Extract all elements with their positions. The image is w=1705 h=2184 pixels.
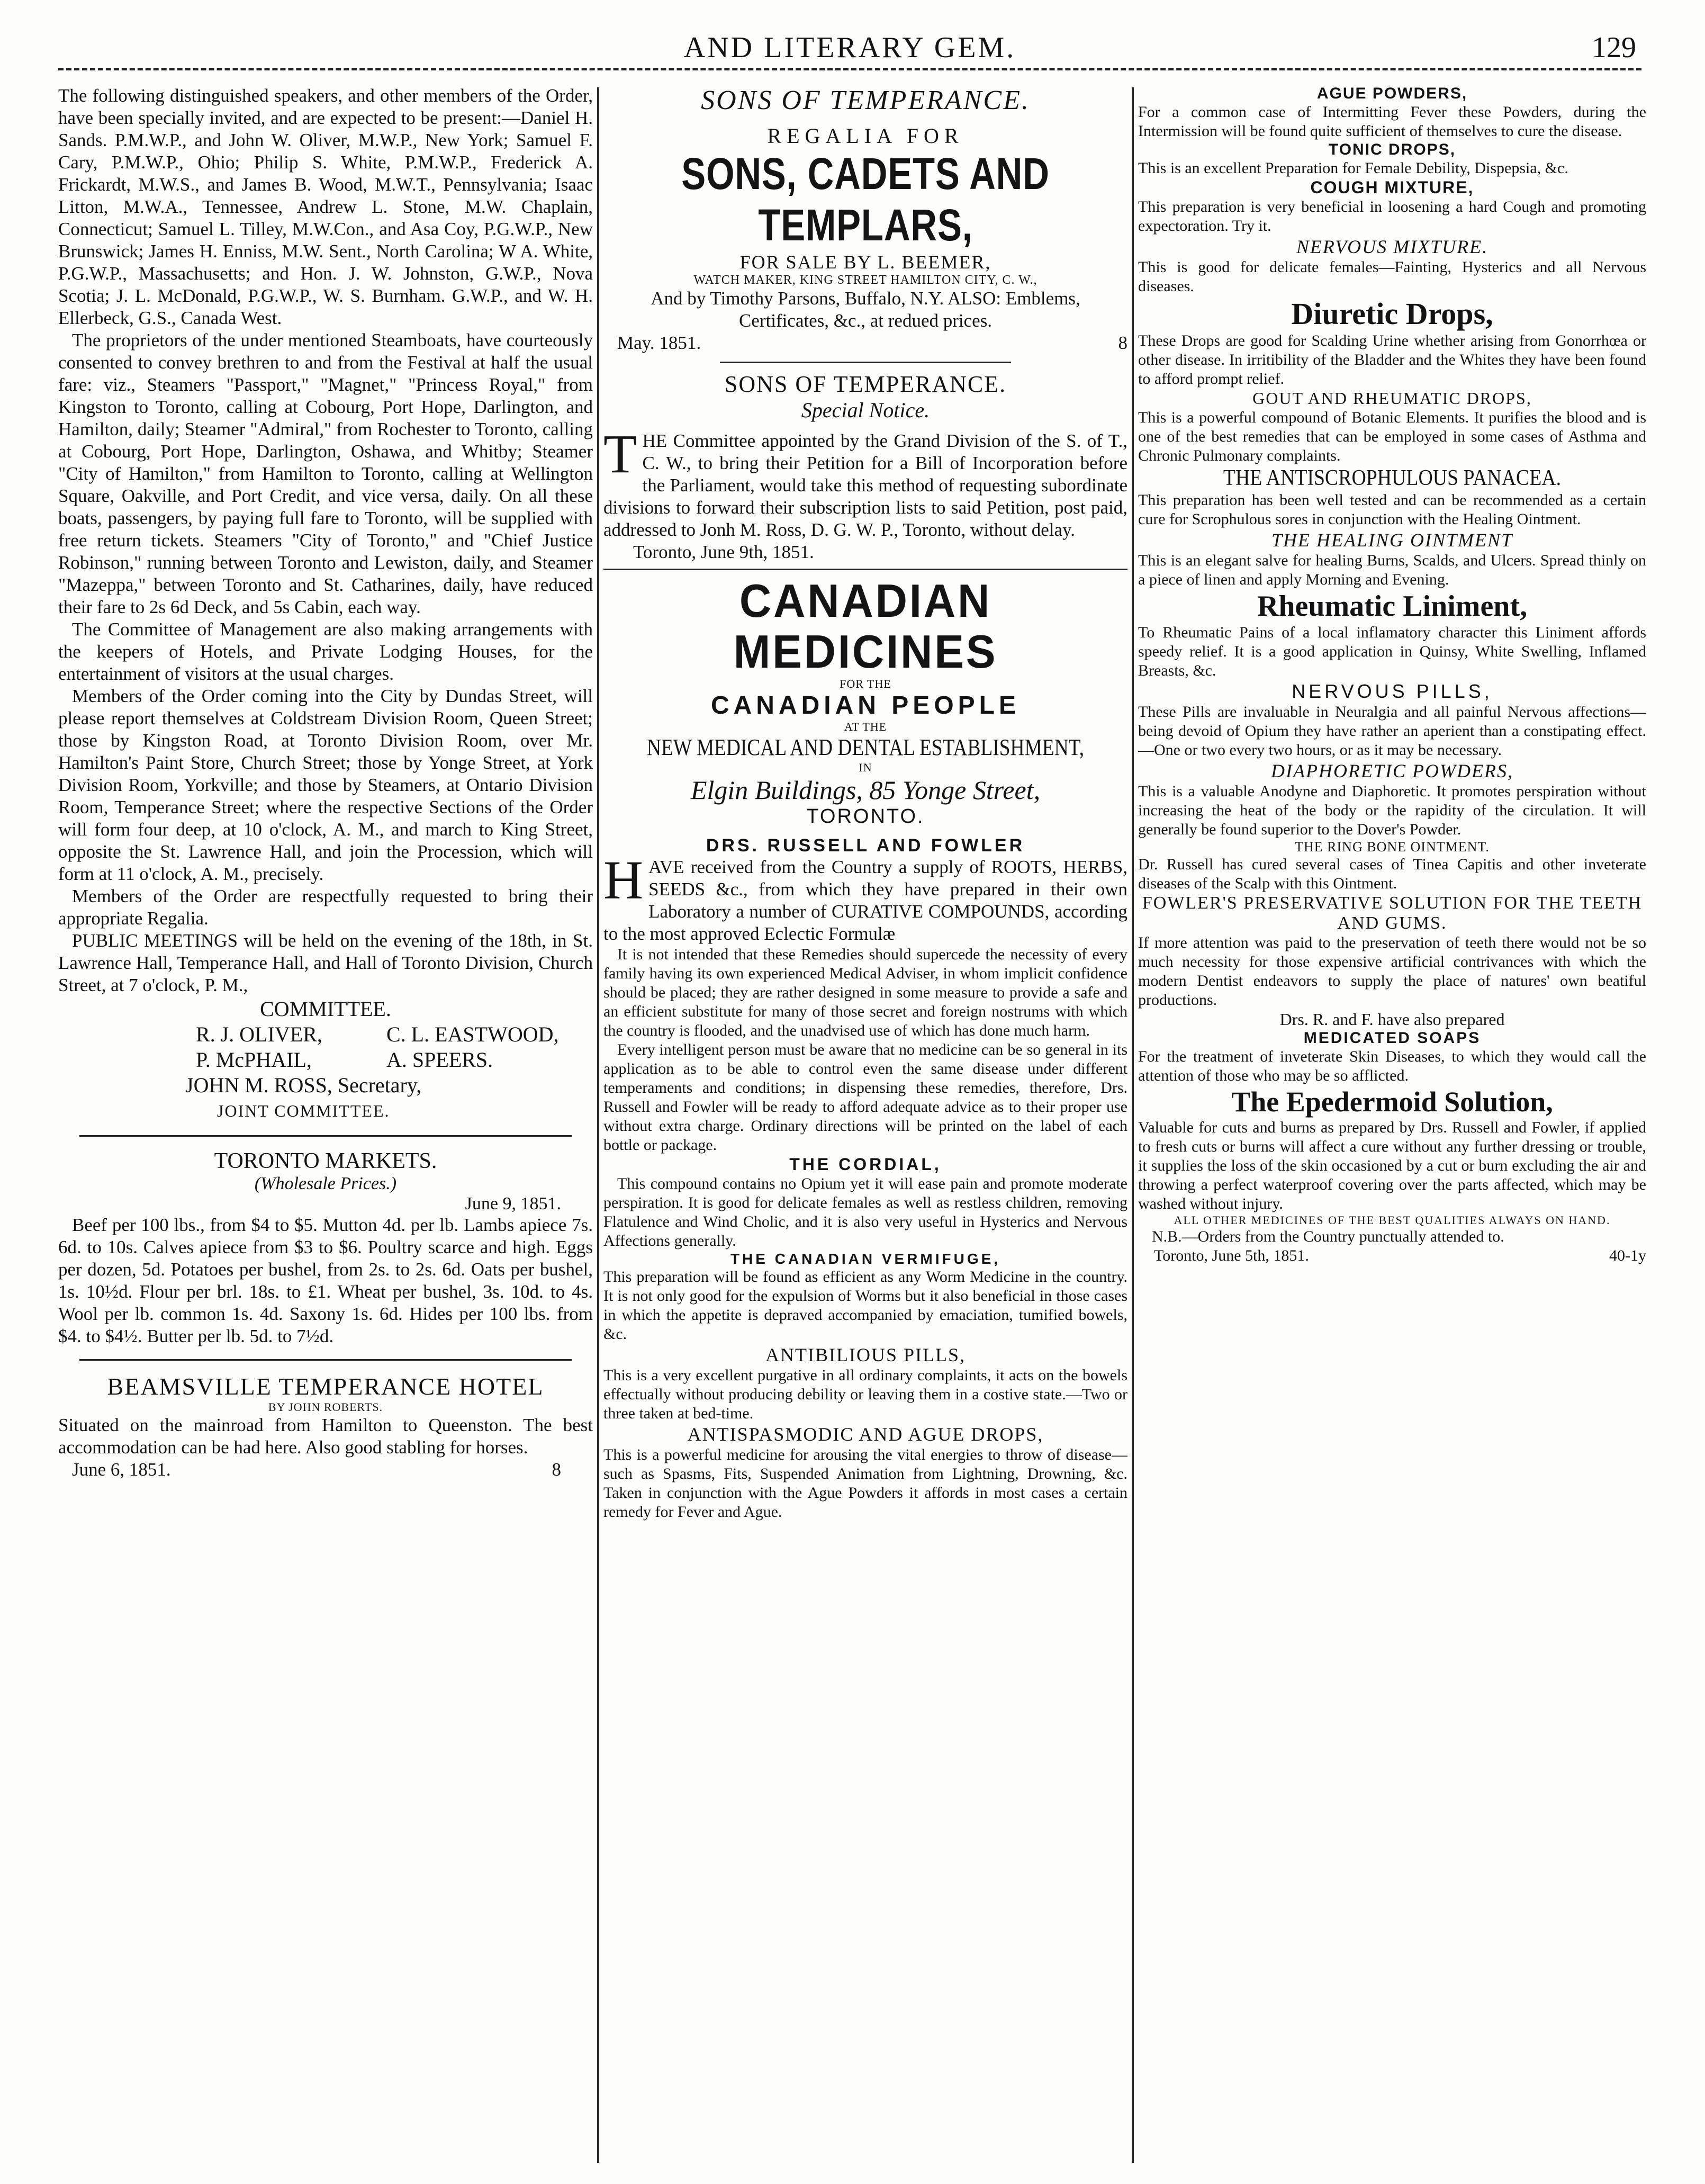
divider [603,569,1127,570]
tonic-text: This is an excellent Preparation for Female Debility, Dispepsia, &c. [1138,159,1568,177]
public-meetings-paragraph: PUBLIC MEETINGS will be held on the evening of the 18th, in St. Lawrence Hall, Temperance Hall, and Hall of Toronto Division, Church Street, at 7 o'clock, P. M., [58,930,593,995]
fowler-text: If more attention was paid to the preservation of teeth there would not be so much necessity for those expensive artificial contrivances with which the modern Dentist endeavors to supply the place of natures' own beatiful productions. [1138,934,1646,1009]
have-text: AVE received from the Country a supply of ROOTS, HERBS, SEEDS &c., from which they have prepared in their own Laboratory a number of CURATIVE COMPOUNDS, according to the most approved Eclectic Formulæ [603,857,1127,944]
also-prepared: Drs. R. and F. have also prepared [1279,1010,1505,1029]
sons-title-2: SONS OF TEMPERANCE. [724,371,1007,397]
regalia-heading: SONS, CADETS AND TEMPLARS, [681,149,1050,250]
canadian-medicines-heading: CANADIAN MEDICINES [733,574,998,678]
healing-ointment-text: This is an elegant salve for healing Burns, Scalds, and Ulcers. Spread thinly on a piece of linen and apply Morning and Evening. [1138,552,1646,588]
page-header [58,26,1641,70]
speakers-paragraph: The following distinguished speakers, and other members of the Order, have been specially invited, and are expected to be present:—Daniel H. Sands. P.M.W.P., and John W. Oliver, M.W.P., New York; Samuel F. Cary, P.M.W.P., Ohio; Philip S. White, P.M.W.P., Frederick A. Frickardt, M.W.S., and James B. Wood, M.W.T., Pennsylvania; Isaac Litton, M.W.A., Tennessee, Andrew L. Stone, M.W. Chaplain, Connecticut; Samuel L. Tilley, M.W.Con., and Asa Coy, P.G.W.P., New Brunswick; James H. Enniss, M.W. Sent., North Carolina; W A. White, P.G.W.P., Massachusetts; and Hon. J. W. Johnston, G.W.P., Nova Scotia; J. L. McDonald, P.G.W.P., W. S. Burnham. G.W.P., and W. H. Ellerbeck, G.S., Canada West. [58,85,593,328]
divider [79,1135,572,1137]
committee-name: C. L. EASTWOOD, [386,1022,559,1046]
ring-bone-heading: THE RING BONE OINTMENT. [1295,839,1490,855]
nervous-mixture-text: This is good for delicate females—Fainting, Hysterics and all Nervous diseases. [1138,258,1646,295]
joint-committee: JOINT COMMITTEE. [217,1101,390,1120]
ague-text: For a common case of Intermitting Fever these Powders, during the Intermission will be found quite sufficient of themselves to cure the disease. [1138,103,1646,140]
gout-heading: GOUT AND RHEUMATIC DROPS, [1252,389,1532,408]
regalia-paragraph: Members of the Order are respectfully requested to bring their appropriate Regalia. [58,886,593,929]
cordial-heading: THE CORDIAL, [789,1155,942,1174]
markets-subtitle: (Wholesale Prices.) [254,1174,397,1193]
epedermoid-text: Valuable for cuts and burns as prepared by Drs. Russell and Fowler, if applied to fresh cuts or burns will affect a cure without any further dressing or trouble, it supplies the loss of the skin occasioned by a cut or burn excluding the air and throwing a perfect waterproof covering over the parts affected, which may be washed without injury. [1138,1119,1646,1212]
antibilious-text: This is a very excellent purgative in all ordinary complaints, it acts on the bowels effectually without producing debility or leaving them in a costive state.—Two or three taken at bed-time. [603,1367,1127,1422]
hotel-date: June 6, 1851. [72,1459,171,1480]
nervous-mixture-heading: NERVOUS MIXTURE. [1296,236,1489,257]
may-footer [603,332,1127,354]
may-number: 8 [1118,332,1127,353]
secretary-line: JOHN M. ROSS, Secretary, [185,1073,422,1097]
hotel-title: BEAMSVILLE TEMPERANCE HOTEL [107,1373,544,1400]
committee-row [58,1047,593,1073]
epedermoid-heading: The Epedermoid Solution, [1231,1086,1553,1118]
notice-text: HE Committee appointed by the Grand Division of the S. of T., C. W., to bring their Petition for a Bill of Incorporation before the Parliament, would take this method of requesting subordinate divisions to forward their subscription lists to said Petition, post paid, addressed to Jonh M. Ross, D. G. W. P., Toronto, without delay. [603,430,1127,540]
healing-ointment-heading: THE HEALING OINTMENT [1271,529,1513,551]
for-sale-line: FOR SALE BY L. BEEMER, [739,251,991,273]
cough-text: This preparation is very beneficial in loosening a hard Cough and promoting expectoration. Try it. [1138,198,1646,235]
column-rule [597,87,599,2163]
column-right [1138,85,1646,2173]
steamboats-paragraph: The proprietors of the under mentioned Steamboats, have courteously consented to convey brethren to and from the Festival at half the usual fare: viz., Steamers "Passport," "Magnet," "Princess Royal," from Kingston to Toronto, calling at Cobourg, Port Hope, Darlington, and Hamilton, daily; Steamer "Admiral," from Rochester to Toronto, calling at Cobourg, Port Hope, Darlington, Oshawa, and Whitby; Steamer "City of Hamilton," from Hamilton to Toronto, calling at Wellington Square, Oakville, and Port Credit, and vice versa, daily. On all these boats, passengers, by paying full fare to Toronto, will be supplied with free return tickets. Steamers "City of Toronto," and "Chief Justice Robinson," running between Toronto and Lewiston, daily, and Steamer "Mazeppa," between Toronto and St. Catharines, daily, have reduced their fare to 2s 6d Deck, and 5s Cabin, each way. [58,330,593,617]
committee-row [58,1022,593,1047]
ague-heading: AGUE POWDERS, [1316,85,1468,102]
rheumatic-text: To Rheumatic Pains of a local inflamatory character this Liniment affords speedy relief. It is a good application in Quinsy, White Swelling, Inflamed Breasts, &c. [1138,624,1646,679]
establishment-heading: NEW MEDICAL AND DENTAL ESTABLISHMENT, [646,734,1085,760]
fowler-heading: FOWLER'S PRESERVATIVE SOLUTION FOR THE TEETH AND GUMS. [1142,893,1643,933]
committee-name: R. J. OLIVER, [196,1022,322,1046]
nb-line: N.B.—Orders from the Country punctually attended to. [1152,1228,1504,1245]
diuretic-heading: Diuretic Drops, [1291,296,1493,331]
regalia-for: REGALIA FOR [767,124,964,148]
nervous-pills-heading: NERVOUS PILLS, [1292,680,1493,702]
canadian-people: CANADIAN PEOPLE [710,691,1021,720]
column-rule [1132,87,1134,2163]
antispasmodic-heading: ANTISPASMODIC AND AGUE DROPS, [687,1424,1044,1445]
elgin-buildings: Elgin Buildings, 85 Yonge Street, [690,775,1041,805]
diuretic-text: These Drops are good for Scalding Urine whether arising from Gonorrhœa or other disease. In irritibility of the Bladder and the Whites they have been found to afford prompt relief. [1138,332,1646,388]
rheumatic-heading: Rheumatic Liniment, [1257,590,1528,623]
not-intended-paragraph: It is not intended that these Remedies should supercede the necessity of every family having its own experienced Medical Adviser, in whom implicit confidence should be placed; they are rather designed in some measure to provide a safe and an efficient substitute for many of those secret and foreign nostrums with which the country is flooded, and the unadvised use of which has done much harm. [603,946,1127,1039]
antiscrophulous-text: This preparation has been well tested and can be recommended as a certain cure for Scrophulous sores in conjunction with the Healing Ointment. [1138,491,1646,528]
at-the: AT THE [844,720,887,733]
notice-date: Toronto, June 9th, 1851. [633,542,814,562]
committee-block [58,996,593,1124]
hotel-ad-number: 8 [552,1459,561,1480]
nervous-pills-text: These Pills are invaluable in Neuralgia and all painful Nervous affections—being devoid of Opium they have rather an aperient than a constipating effect.—One or two every two hours, or as it may be necessary. [1138,703,1646,759]
special-notice: Special Notice. [801,398,930,422]
parsons-line: And by Timothy Parsons, Buffalo, N.Y. ALSO: Emblems, Certificates, &c., at redued prices. [651,288,1080,331]
cough-heading: COUGH MIXTURE, [1310,178,1474,197]
drs-heading: DRS. RUSSELL AND FOWLER [706,835,1025,856]
diaphoretic-text: This is a valuable Anodyne and Diaphoretic. It promotes perspiration without increasing the heat of the body or the rapidity of the circulation. It will generally be found superior to the Dover's Powder. [1138,783,1646,838]
column-middle [603,85,1127,2173]
right-date: Toronto, June 5th, 1851. [1154,1247,1309,1264]
right-footer [1138,1246,1646,1265]
column-left [58,85,593,2173]
committee-name: P. McPHAIL, [196,1048,312,1072]
vermifuge-heading: THE CANADIAN VERMIFUGE, [730,1251,1001,1267]
hotel-byline: BY JOHN ROBERTS. [268,1400,383,1414]
members-paragraph: Members of the Order coming into the City by Dundas Street, will please report themselves at Coldstream Division Room, Queen Street; those by Kingston Road, at Toronto Division Room, over Mr. Hamilton's Paint Store, Church Street; those by Yonge Street, at York Division Room, Yorkville; and those by Steamers, at Ontario Division Room, Temperance Street; where the respective Sections of the Order will form four deep, at 10 o'clock, A. M., and march to King Street, opposite the St. Lawrence Hall, and join the Procession, which will form at 11 o'clock, A. M., precisely. [58,686,593,884]
markets-date: June 9, 1851. [465,1194,561,1214]
all-other-line: ALL OTHER MEDICINES OF THE BEST QUALITIES ALWAYS ON HAND. [1174,1214,1611,1227]
toronto-heading: TORONTO. [806,805,925,828]
hotel-footer [58,1459,593,1481]
hotel-body: Situated on the mainroad from Hamilton to Queenston. The best accommodation can be had here. Also good stabling for horses. [58,1415,593,1458]
drop-cap: T [603,424,637,484]
page-number: 129 [1592,31,1636,64]
committee-name: A. SPEERS. [386,1048,493,1072]
divider [720,362,1011,363]
markets-body: Beef per 100 lbs., from $4 to $5. Mutton 4d. per lb. Lambs apiece 7s. 6d. to 10s. Calves apiece from $3 to $6. Poultry scarce and high. Eggs per dozen, 5d. Potatoes per bushel, from 2s. to 2s. 6d. Oats per bushel, 1s. 10½d. Flour per brl. 18s. to £1. Wheat per bushel, 3s. 10d. to 4s. Wool per lb. common 1s. 4d. Saxony 1s. 6d. Hides per 100 lbs. from $4. to $4½. Butter per lb. 5d. to 7½d. [58,1215,593,1346]
running-title: AND LITERARY GEM. [683,31,1016,64]
drop-cap: H [603,850,644,911]
gout-text: This is a powerful compound of Botanic Elements. It purifies the blood and is one of the best remedies that can be employed in some cases of Asthma and Chronic Pulmonary complaints. [1138,409,1646,464]
soaps-text: For the treatment of inveterate Skin Diseases, to which they would call the attention of those who may be so afflicted. [1138,1048,1646,1084]
every-paragraph: Every intelligent person must be aware that no medicine can be so general in its application as to be able to control even the same disease under different temperaments and conditions; in dispensing these remedies, therefore, Drs. Russell and Fowler will be ready to afford adequate advice as to their proper use without extra charge. Ordinary directions will be printed on the label of each bottle or package. [603,1041,1127,1154]
tonic-heading: TONIC DROPS, [1328,141,1456,158]
may-date: May. 1851. [617,332,701,353]
divider [79,1359,572,1361]
diaphoretic-heading: DIAPHORETIC POWDERS, [1271,760,1513,781]
notice-paragraph [603,424,1127,541]
for-the: FOR THE [840,677,891,690]
right-ad-number: 40-1y [1609,1247,1646,1264]
vermifuge-text: This preparation will be found as efficient as any Worm Medicine in the country. It is not only good for the expulsion of Worms but it also beneficial in those cases in which the appetite is depraved accompanied by emaciation, tumified bowels, &c. [603,1268,1127,1343]
have-paragraph [603,850,1127,945]
markets-title: TORONTO MARKETS. [214,1149,437,1173]
in-word: IN [859,761,872,774]
watchmaker-line: WATCH MAKER, KING STREET HAMILTON CITY, C. W., [693,273,1038,287]
sons-title: SONS OF TEMPERANCE. [701,85,1030,115]
antispasmodic-text: This is a powerful medicine for arousing the vital energies to throw of disease—such as Spasms, Fits, Suspended Animation from Lightning, Drowning, &c. Taken in conjunction with the Ague Powders it affords in most cases a certain remedy for Fever and Ague. [603,1446,1127,1521]
ring-bone-text: Dr. Russell has cured several cases of Tinea Capitis and other inveterate diseases of the Scalp with this Ointment. [1138,856,1646,892]
cordial-text: This compound contains no Opium yet it will ease pain and promote moderate perspiration. It is good for delicate females as well as restless children, removing Flatulence and Wind Cholic, and it is also very useful in Hysterics and Nervous Affections generally. [603,1175,1127,1250]
antibilious-heading: ANTIBILIOUS PILLS, [765,1344,966,1365]
committee-heading: COMMITTEE. [260,997,391,1021]
hotels-paragraph: The Committee of Management are also making arrangements with the keepers of Hotels, and Private Lodging Houses, for the entertainment of visitors at the usual charges. [58,619,593,684]
antiscrophulous-heading: THE ANTISCROPHULOUS PANACEA. [1223,466,1562,490]
soaps-heading: MEDICATED SOAPS [1303,1029,1481,1047]
